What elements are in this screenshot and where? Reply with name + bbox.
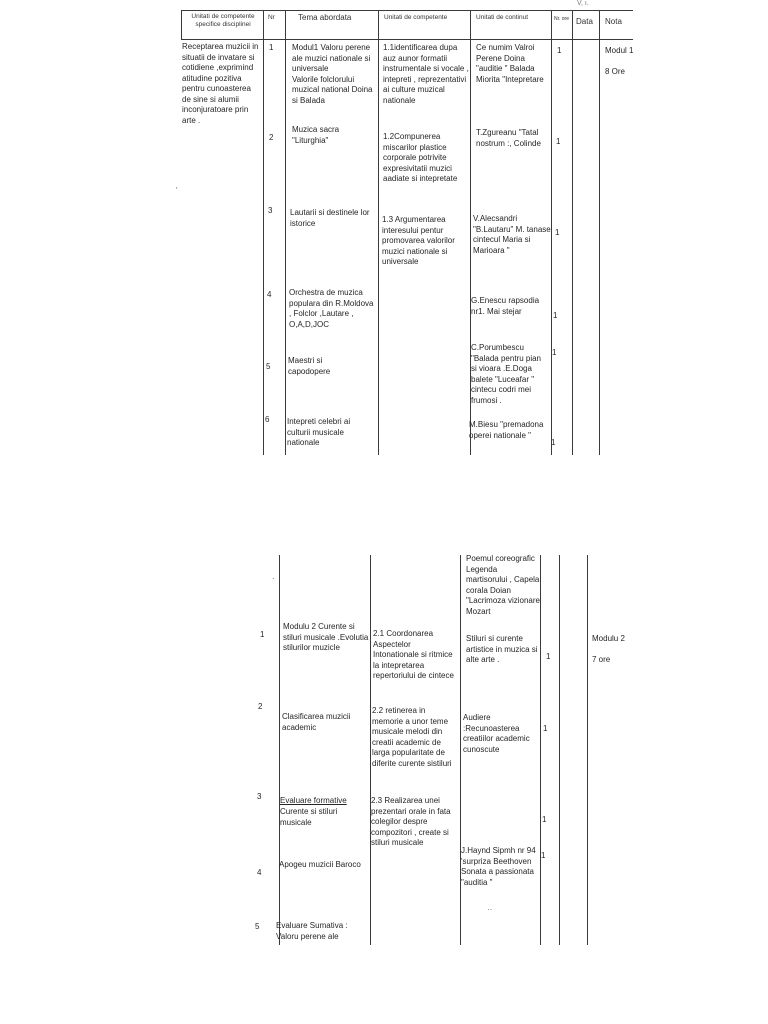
t2-row4-continut: J.Haynd Sipmh nr 94 'surpriza Beethoven Sonata a passionata "auditia ": [461, 846, 536, 887]
t2-row2-tema: Clasificarea muzicii academic: [282, 712, 351, 732]
t2-row2-continut: Audiere :Recunoasterea creatiilor academic cunoscute: [463, 713, 530, 754]
row1-nr: 1: [269, 43, 274, 52]
row4-nr: 4: [267, 290, 272, 299]
table1-col-border-2: [285, 10, 286, 455]
table1-col-border-5: [551, 10, 552, 455]
row3-nr: 3: [268, 206, 273, 215]
header-unitati-competente: Unitati de competente: [384, 14, 448, 21]
table2-col-border-6: [587, 555, 588, 945]
competenta-specifica: Receptarea muzicii in situatii de invatare si cotidiene ,exprimind atitudine pozitiva pentru cunoasterea de sine si alumii inconjuratoare prin arte .: [182, 42, 259, 125]
table2-col-border-2: [370, 555, 371, 945]
page-mark: ·: [272, 574, 275, 583]
page-mark: ··: [487, 905, 493, 914]
t2-row2-competenta: 2.2 retinerea in memorie a unor teme musicale melodi din creatii academic de larga popularitate de diferite curente sistiluri: [372, 706, 452, 768]
t2-row4-ore: 1: [541, 851, 546, 860]
header-unitati-continut: Unitati de continut: [476, 14, 529, 21]
row5-ore: 1: [552, 348, 557, 357]
table1-header-bottom-border: [181, 39, 633, 40]
row5-nr: 5: [266, 362, 271, 371]
header-tema: Tema abordata: [298, 13, 352, 22]
t2-row1-tema: Modulu 2 Curente si stiluri musicale .Evolutia stilurilor muzicle: [283, 622, 369, 652]
row1-ore: 1: [557, 46, 562, 55]
table1-col-border-6: [572, 10, 573, 455]
header-competente-specifice: Unitati de competente specifice disciplinei: [191, 13, 255, 28]
row3-tema: Lautarii si destinele lor istorice: [290, 208, 370, 228]
row1-competenta: 1.1identificarea dupa auz aunor formatii instrumentale si vocale , intepreti , reprezentativi ai culture muzical nationale: [383, 43, 469, 105]
row2-ore: 1: [556, 137, 561, 146]
t2-row2-ore: 1: [543, 724, 548, 733]
t2-row1-ore: 1: [546, 652, 551, 661]
table2-col-border-4: [540, 555, 541, 945]
t2-row5-tema: Evaluare Sumativa : Valoru perene ale: [276, 921, 348, 941]
row2-continut: T.Zgureanu "Tatal nostrum :, Colinde: [476, 128, 541, 148]
table1-col-border-1: [263, 10, 264, 455]
t2-row5-nr: 5: [255, 922, 260, 931]
table1-col-border-3: [378, 10, 379, 455]
header-nr: Nr: [268, 14, 275, 21]
t2-row2-nr: 2: [258, 702, 263, 711]
t2-row1-nota: Modulu 2 7 ore: [592, 634, 625, 664]
header-nota: Nota: [605, 17, 622, 26]
row4-continut: G.Enescu rapsodia nr1. Mai stejar: [471, 296, 540, 316]
row2-nr: 2: [269, 133, 274, 142]
row6-nr: 6: [265, 415, 270, 424]
row4-ore: 1: [553, 311, 558, 320]
t2-row3-ore: 1: [542, 815, 547, 824]
header-data: Data: [576, 17, 593, 26]
row1-tema: Modul1 Valoru perene ale muzici nationale si universale Valorile folclorului muzical national Doina si Balada: [292, 43, 373, 105]
t2-row4-tema: Apogeu muzicii Baroco: [279, 860, 361, 869]
row2-competenta: 1.2Compunerea miscarilor plastice corporale potrivite expresivitatii muzici aadiate si intepretate: [383, 132, 458, 183]
table1-col-border-7: [599, 10, 600, 455]
row1-continut: Ce numim Valroi Perene Doina "auditie " Balada Miorita "Intepretare: [476, 43, 544, 84]
row3-competenta: 1.3 Argumentarea interesului pentur promovarea valorilor muzici nationale si universale: [382, 215, 455, 266]
table2-col-border-5: [559, 555, 560, 945]
row5-tema: Maestri si capodopere: [288, 356, 331, 376]
table1-col-border-0: [181, 10, 182, 40]
row4-tema: Orchestra de muzica populara din R.Moldova , Folclor ,Lautare , O,A,D,JOC: [289, 288, 374, 329]
table1-top-border: [181, 10, 633, 11]
page-mark: ': [176, 186, 178, 195]
row6-continut: M.Biesu "premadona operei nationale ": [469, 420, 544, 440]
t2-row1-continut: Stiluri si curente artistice in muzica si alte arte .: [466, 634, 538, 664]
row3-continut: V.Alecsandri "B.Lautaru" M. tanase cintecul Maria si Marioara ": [473, 214, 551, 255]
row5-continut: C.Porumbescu "Balada pentru pian si vioara .E.Doga balete "Luceafar " cintecu codri mei frumosi .: [471, 343, 542, 405]
t2-row3-competenta: 2.3 Realizarea unei prezentari orale in fata colegilor despre compozitori , create si stiluri musicale: [371, 796, 451, 847]
t2-row1-nr: 1: [260, 630, 265, 639]
t2-row3-tema: Curente si stiluri musicale: [280, 807, 338, 827]
table2-col-border-1: [279, 555, 280, 945]
row6-ore: 1: [551, 438, 556, 447]
row6-tema: Intepreti celebri ai culturii musicale nationale: [287, 417, 351, 447]
t2-row1-competenta: 2.1 Coordonarea Aspectelor Intonationale si ritmice la intepretarea repertoriului de cintece: [373, 629, 454, 680]
continuation-text: Poemul coreografic Legenda martisorului , Capela corala Doian "Lacrimoza vizionare Mozart: [466, 554, 540, 616]
t2-row3-nr: 3: [257, 792, 262, 801]
row1-nota: Modul 1 8 Ore: [605, 46, 634, 76]
corner-mark: V, ı.: [577, 0, 589, 7]
t2-row4-nr: 4: [257, 868, 262, 877]
row3-ore: 1: [555, 228, 560, 237]
t2-row3-tema-evaluare: Evaluare formative: [280, 796, 347, 805]
row2-tema: Muzica sacra "Liturghia": [292, 125, 340, 145]
header-nr-ore: Nr. ore: [554, 16, 570, 22]
